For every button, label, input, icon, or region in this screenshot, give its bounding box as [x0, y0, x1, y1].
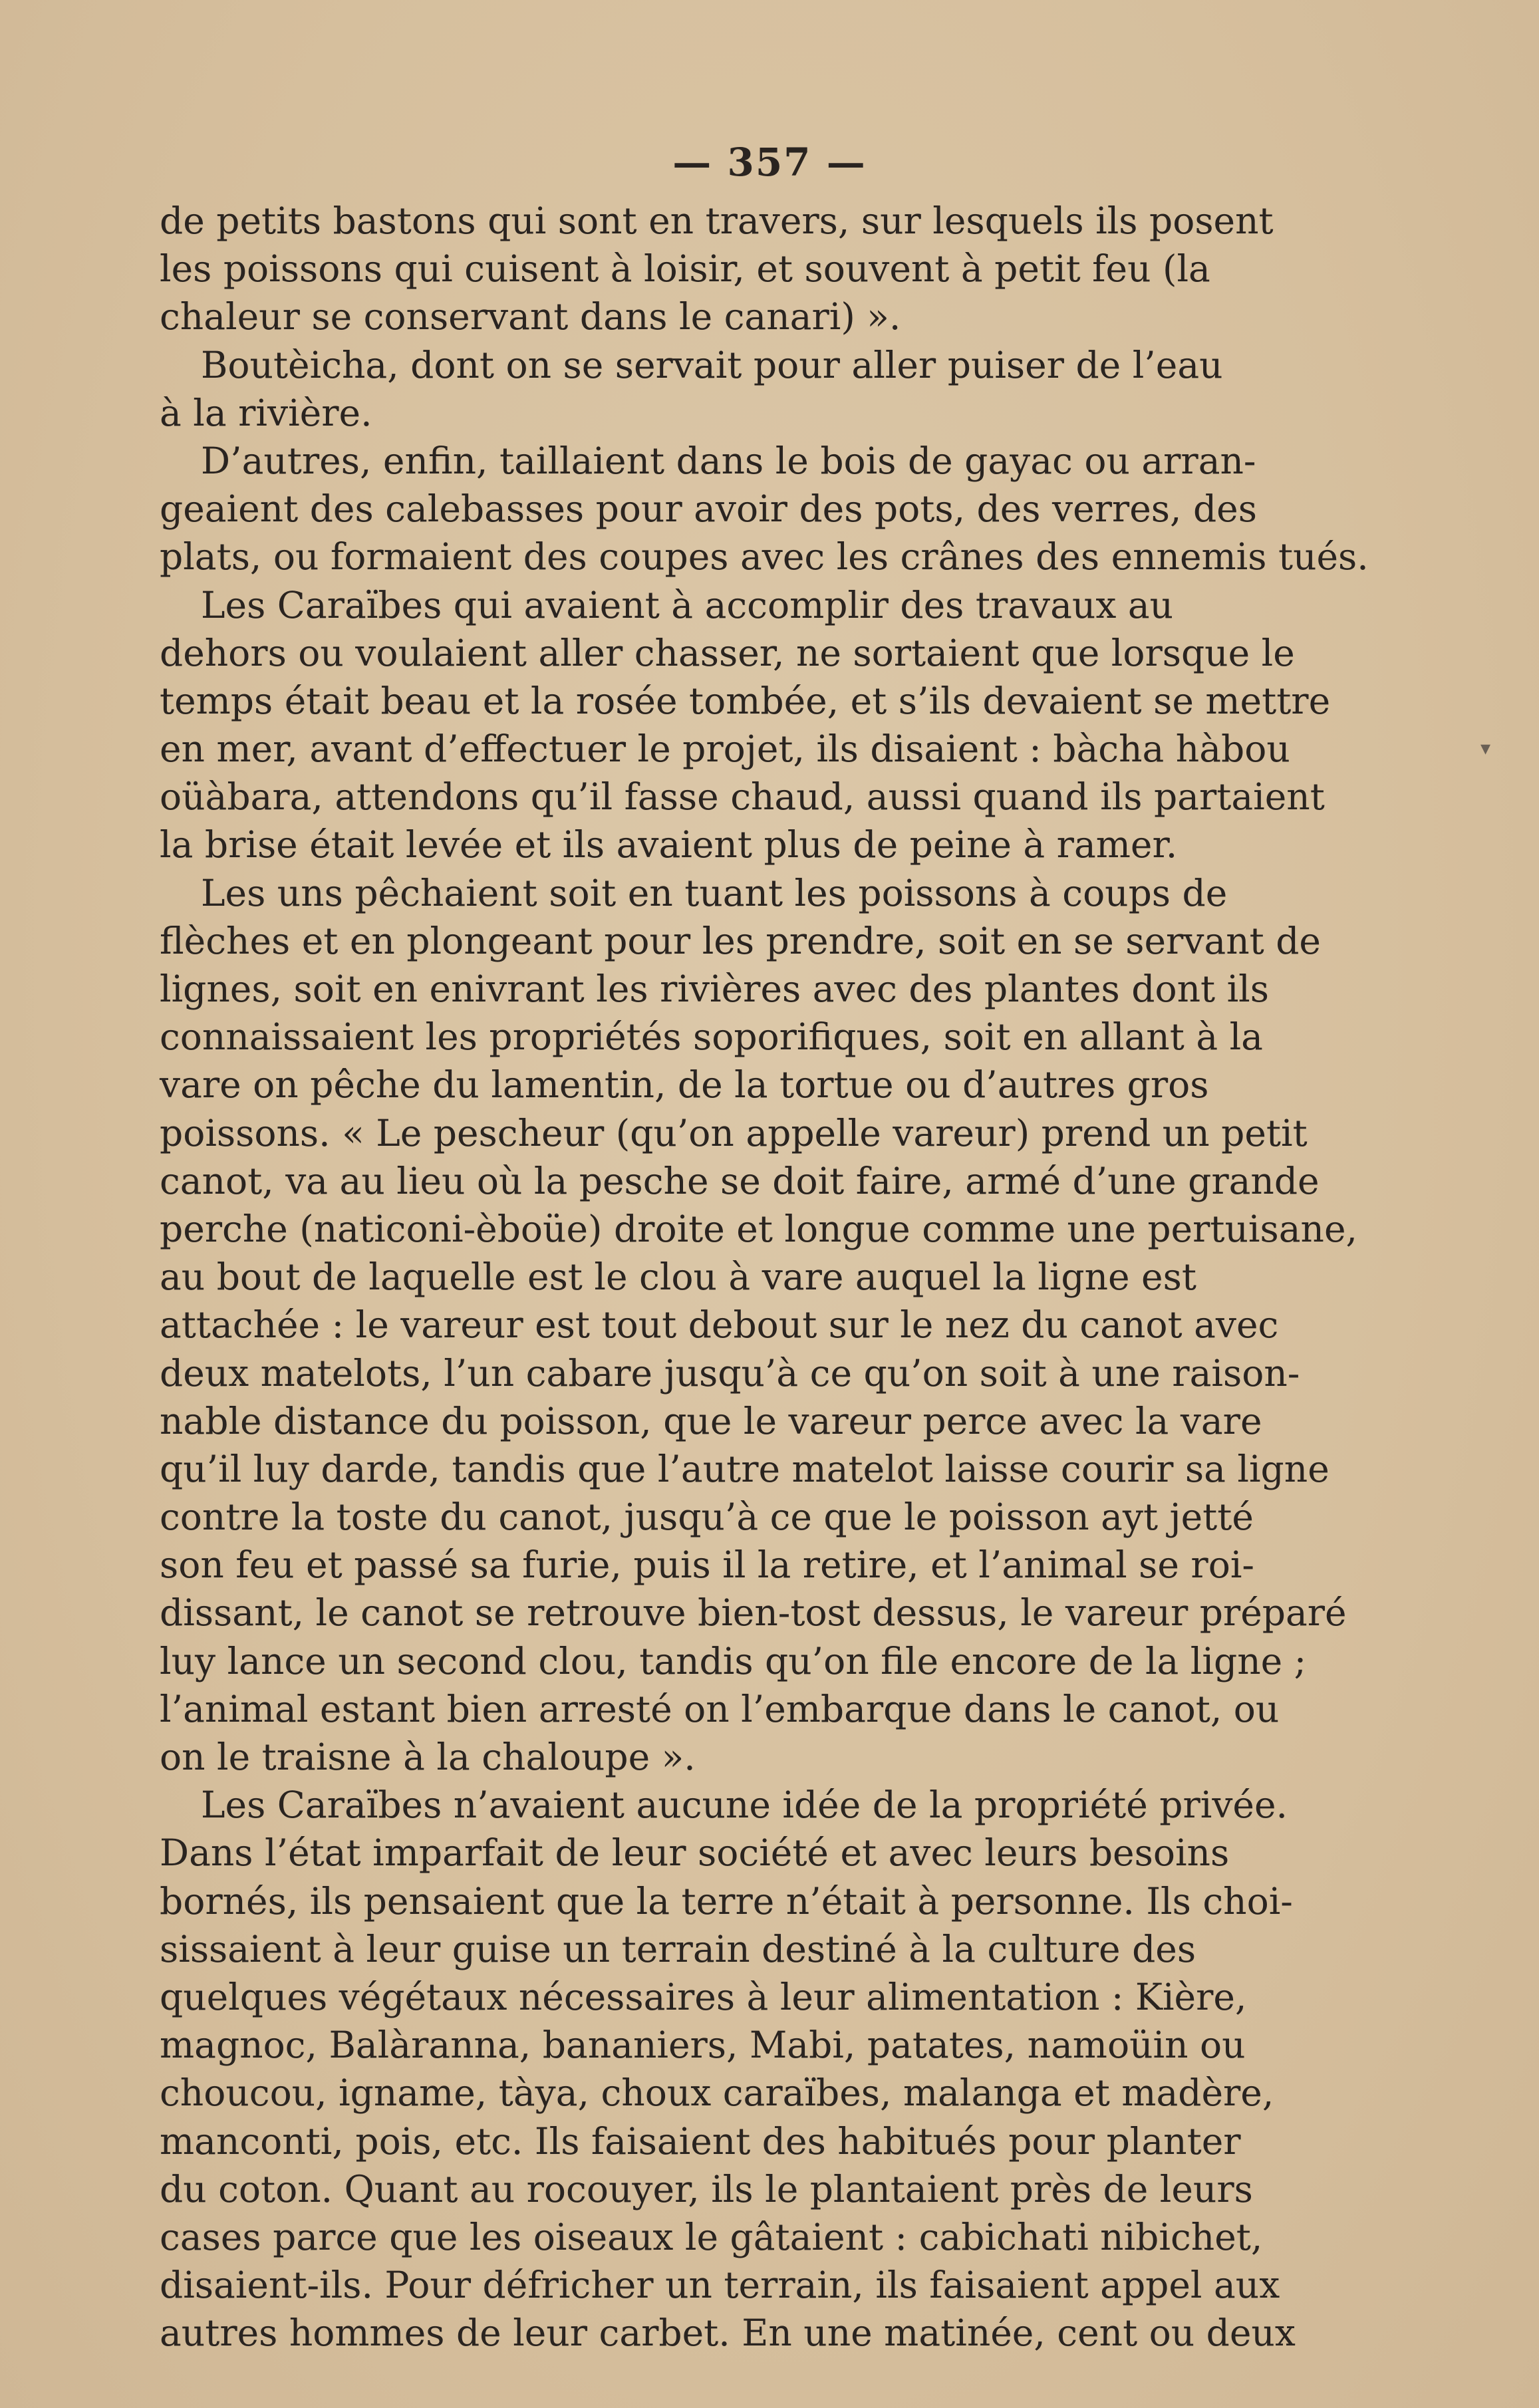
- text-line: luy lance un second clou, tandis qu’on file encore de la ligne ;: [160, 1639, 1307, 1682]
- text-line: les poissons qui cuisent à loisir, et souvent à petit feu (la: [160, 247, 1210, 291]
- text-line: quelques végétaux nécessaires à leur alimentation : Kière,: [160, 1975, 1247, 2018]
- text-line: choucou, igname, tàya, choux caraïbes, malanga et madère,: [160, 2072, 1274, 2115]
- text-line: magnoc, Balàranna, bananiers, Mabi, patates, namoüin ou: [160, 2024, 1246, 2067]
- text-line: Les uns pêchaient soit en tuant les poissons à coups de: [201, 871, 1228, 914]
- page-number: — 357 —: [672, 140, 867, 185]
- text-line: à la rivière.: [160, 391, 372, 434]
- text-line: connaissaient les propriétés soporifiques, soit en allant à la: [160, 1015, 1263, 1059]
- text-line: sissaient à leur guise un terrain destiné à la culture des: [160, 1927, 1196, 1970]
- text-line: dehors ou voulaient aller chasser, ne sortaient que lorsque le: [160, 631, 1295, 674]
- text-line: disaient-ils. Pour défricher un terrain, ils faisaient appel aux: [160, 2264, 1280, 2307]
- text-line: son feu et passé sa furie, puis il la retire, et l’animal se roi-: [160, 1543, 1254, 1587]
- text-line: flèches et en plongeant pour les prendre, soit en se servant de: [160, 919, 1321, 962]
- text-line: bornés, ils pensaient que la terre n’était à personne. Ils choi-: [160, 1879, 1293, 1923]
- text-line: nable distance du poisson, que le vareur perce avec la vare: [160, 1399, 1262, 1442]
- text-line: contre la toste du canot, jusqu’à ce que le poisson ayt jetté: [160, 1496, 1254, 1539]
- body-text: [160, 197, 1369, 2357]
- text-line: chaleur se conservant dans le canari) ».: [160, 295, 901, 338]
- text-line: D’autres, enfin, taillaient dans le bois de gayac ou arran-: [201, 439, 1256, 482]
- text-line: qu’il luy darde, tandis que l’autre matelot laisse courir sa ligne: [160, 1447, 1329, 1490]
- text-line: poissons. « Le pescheur (qu’on appelle vareur) prend un petit: [160, 1111, 1308, 1154]
- text-line: deux matelots, l’un cabare jusqu’à ce qu’on soit à une raison-: [160, 1351, 1300, 1395]
- text-line: lignes, soit en enivrant les rivières avec des plantes dont ils: [160, 968, 1269, 1010]
- text-line: au bout de laquelle est le clou à vare auquel la ligne est: [160, 1256, 1196, 1299]
- text-line: du coton. Quant au rocouyer, ils le plantaient près de leurs: [160, 2167, 1253, 2210]
- text-line: on le traisne à la chaloupe ».: [160, 1736, 696, 1778]
- text-line: dissant, le canot se retrouve bien-tost dessus, le vareur préparé: [160, 1591, 1347, 1635]
- text-line: temps était beau et la rosée tombée, et s’ils devaient se mettre: [160, 679, 1331, 722]
- text-line: oüàbara, attendons qu’il fasse chaud, aussi quand ils partaient: [160, 775, 1325, 819]
- margin-speck: ▾: [1480, 737, 1491, 760]
- text-line: autres hommes de leur carbet. En une matinée, cent ou deux: [160, 2312, 1296, 2355]
- text-line: cases parce que les oiseaux le gâtaient : cabichati nibichet,: [160, 2215, 1263, 2258]
- text-line: Dans l’état imparfait de leur société et avec leurs besoins: [160, 1831, 1230, 1875]
- text-line: geaient des calebasses pour avoir des pots, des verres, des: [160, 487, 1257, 531]
- text-line: canot, va au lieu où la pesche se doit faire, armé d’une grande: [160, 1159, 1320, 1202]
- text-line: l’animal estant bien arresté on l’embarque dans le canot, ou: [160, 1687, 1280, 1730]
- text-line: attachée : le vareur est tout debout sur le nez du canot avec: [160, 1303, 1279, 1347]
- text-line: manconti, pois, etc. Ils faisaient des habitués pour planter: [160, 2119, 1241, 2163]
- text-line: la brise était levée et ils avaient plus de peine à ramer.: [160, 823, 1178, 867]
- text-line: de petits bastons qui sont en travers, sur lesquels ils posent: [160, 200, 1274, 242]
- text-line: Boutèicha, dont on se servait pour aller puiser de l’eau: [201, 343, 1223, 386]
- text-line: en mer, avant d’effectuer le projet, ils disaient : bàcha hàbou: [160, 728, 1290, 771]
- text-line: plats, ou formaient des coupes avec les crânes des ennemis tués.: [160, 535, 1369, 579]
- text-line: Les Caraïbes n’avaient aucune idée de la propriété privée.: [201, 1784, 1288, 1827]
- text-line: Les Caraïbes qui avaient à accomplir des travaux au: [201, 583, 1174, 626]
- text-line: vare on pêche du lamentin, de la tortue ou d’autres gros: [160, 1063, 1209, 1107]
- text-line: perche (naticoni-èboüe) droite et longue comme une pertuisane,: [160, 1207, 1357, 1250]
